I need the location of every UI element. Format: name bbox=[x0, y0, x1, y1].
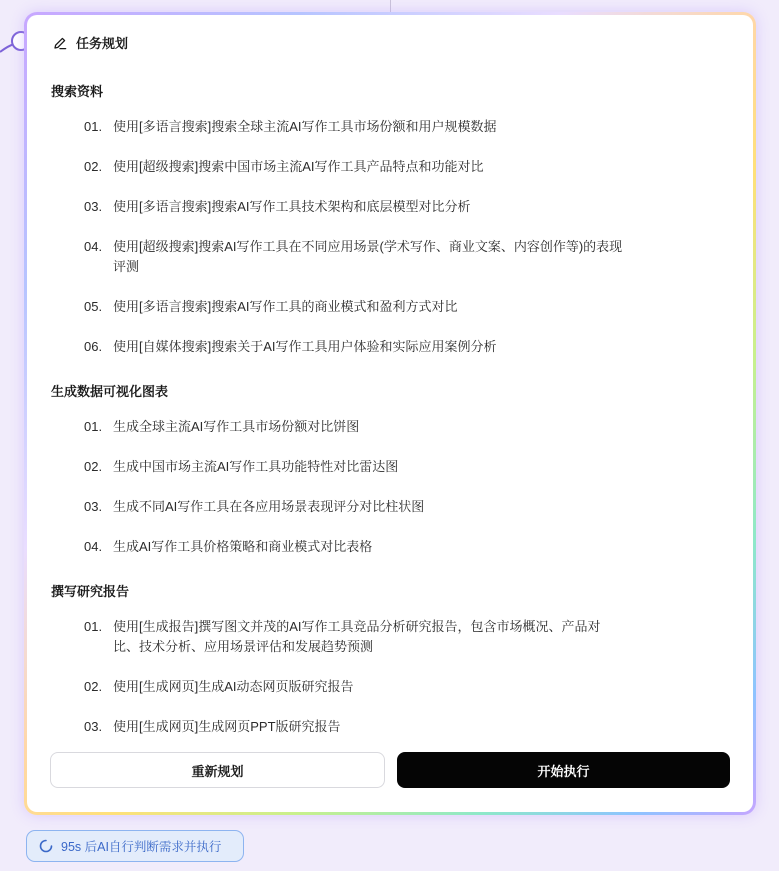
step-number: 05. bbox=[84, 299, 103, 314]
step-item bbox=[84, 117, 624, 137]
step-text: 使用[生成网页]生成AI动态网页版研究报告 bbox=[113, 679, 354, 694]
edit-icon bbox=[53, 36, 67, 50]
step-text: 使用[多语言搜索]搜索AI写作工具的商业模式和盈利方式对比 bbox=[113, 299, 458, 314]
status-text: 95s 后AI自行判断需求并执行 bbox=[61, 840, 222, 854]
start-button[interactable]: 开始执行 bbox=[397, 752, 730, 788]
step-text: 使用[多语言搜索]搜索AI写作工具技术架构和底层模型对比分析 bbox=[113, 199, 471, 214]
step-number: 01. bbox=[84, 619, 103, 634]
step-number: 06. bbox=[84, 339, 103, 354]
step-item bbox=[84, 677, 624, 697]
section-title-search: 搜索资料 bbox=[51, 84, 104, 99]
step-item bbox=[84, 457, 624, 477]
step-number: 03. bbox=[84, 499, 103, 514]
step-text: 使用[生成网页]生成网页PPT版研究报告 bbox=[113, 719, 341, 734]
step-number: 01. bbox=[84, 119, 103, 134]
step-text: 生成AI写作工具价格策略和商业模式对比表格 bbox=[113, 539, 373, 554]
step-item bbox=[84, 157, 624, 177]
step-text: 使用[超级搜索]搜索中国市场主流AI写作工具产品特点和功能对比 bbox=[113, 159, 484, 174]
section-title-charts: 生成数据可视化图表 bbox=[51, 384, 169, 399]
task-plan-card bbox=[24, 12, 756, 815]
step-number: 04. bbox=[84, 539, 103, 554]
step-text: 生成全球主流AI写作工具市场份额对比饼图 bbox=[113, 419, 360, 434]
auto-execute-status[interactable] bbox=[26, 830, 244, 862]
step-text: 使用[生成报告]撰写图文并茂的AI写作工具竞品分析研究报告，包含市场概况、产品对比、技术分析、应用场景评估和发展趋势预测 bbox=[113, 619, 601, 654]
step-item bbox=[84, 337, 624, 357]
step-text: 使用[超级搜索]搜索AI写作工具在不同应用场景(学术写作、商业文案、内容创作等)的表现评测 bbox=[113, 239, 623, 274]
step-number: 02. bbox=[84, 679, 103, 694]
step-item bbox=[84, 497, 624, 517]
step-number: 01. bbox=[84, 419, 103, 434]
flow-connector-line bbox=[390, 0, 391, 12]
step-item bbox=[84, 537, 624, 557]
step-number: 02. bbox=[84, 459, 103, 474]
step-item bbox=[84, 197, 624, 217]
step-number: 03. bbox=[84, 199, 103, 214]
step-number: 04. bbox=[84, 239, 103, 254]
step-number: 02. bbox=[84, 159, 103, 174]
replan-button[interactable]: 重新规划 bbox=[50, 752, 385, 788]
step-text: 生成中国市场主流AI写作工具功能特性对比雷达图 bbox=[113, 459, 399, 474]
step-text: 生成不同AI写作工具在各应用场景表现评分对比柱状图 bbox=[113, 499, 425, 514]
step-text: 使用[多语言搜索]搜索全球主流AI写作工具市场份额和用户规模数据 bbox=[113, 119, 497, 134]
task-plan-card-body bbox=[27, 15, 753, 812]
step-item bbox=[84, 717, 624, 737]
card-header bbox=[53, 33, 128, 52]
step-text: 使用[自媒体搜索]搜索关于AI写作工具用户体验和实际应用案例分析 bbox=[113, 339, 497, 354]
card-title: 任务规划 bbox=[76, 36, 129, 51]
loading-spinner-icon bbox=[39, 839, 53, 853]
step-item bbox=[84, 617, 624, 657]
step-item bbox=[84, 417, 624, 437]
step-item bbox=[84, 297, 624, 317]
step-item bbox=[84, 237, 624, 277]
step-number: 03. bbox=[84, 719, 103, 734]
section-title-report: 撰写研究报告 bbox=[51, 584, 130, 599]
